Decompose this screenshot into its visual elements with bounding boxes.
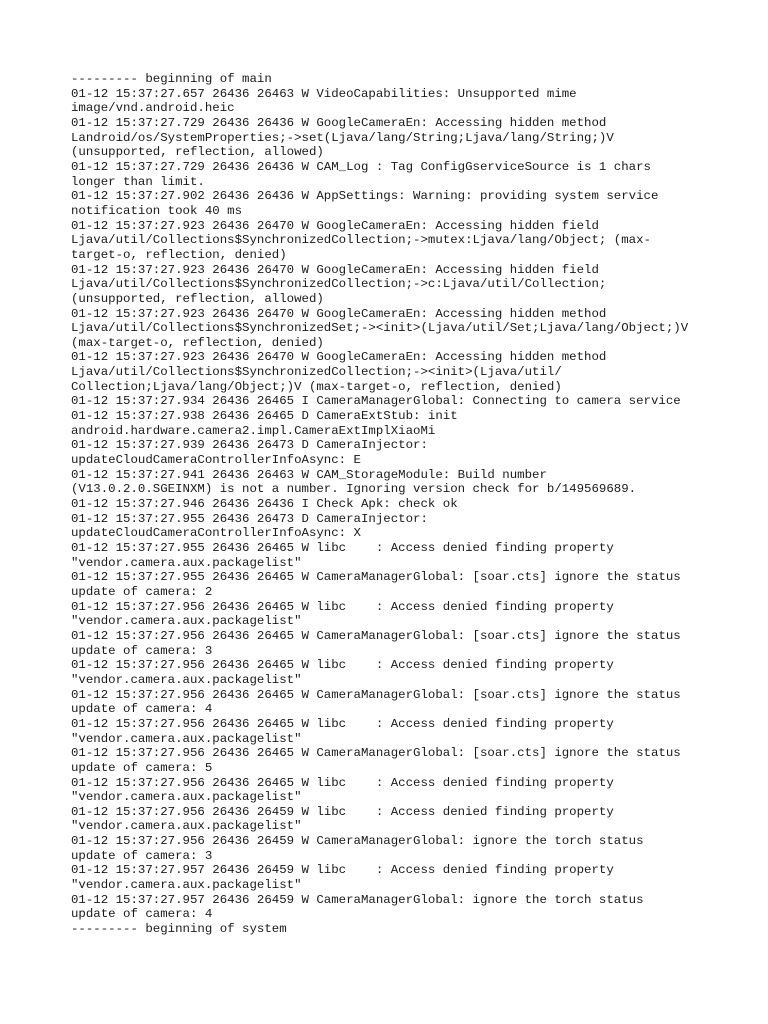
log-line: 01-12 15:37:27.729 26436 26436 W CAM_Log : Tag ConfigGserviceSource is 1 chars	[71, 159, 651, 174]
log-line: "vendor.camera.aux.packagelist"	[71, 555, 302, 570]
log-line: android.hardware.camera2.impl.CameraExtImplXiaoMi	[71, 423, 436, 438]
log-line: update of camera: 3	[71, 643, 213, 658]
log-line: 01-12 15:37:27.941 26436 26463 W CAM_StorageModule: Build number	[71, 467, 547, 482]
log-line: 01-12 15:37:27.939 26436 26473 D CameraInjector:	[71, 438, 428, 453]
log-line: --------- beginning of system	[71, 922, 287, 937]
log-line: image/vnd.android.heic	[71, 101, 235, 116]
log-line: 01-12 15:37:27.956 26436 26465 W CameraManagerGlobal: [soar.cts] ignore the status	[71, 628, 681, 643]
log-line: update of camera: 4	[71, 907, 213, 922]
log-line: update of camera: 2	[71, 584, 213, 599]
log-line: Ljava/util/Collections$SynchronizedCollection;-><init>(Ljava/util/	[71, 365, 562, 380]
log-line: longer than limit.	[71, 174, 205, 189]
log-line: "vendor.camera.aux.packagelist"	[71, 672, 302, 687]
log-line: 01-12 15:37:27.657 26436 26463 W VideoCapabilities: Unsupported mime	[71, 86, 577, 101]
log-line: notification took 40 ms	[71, 203, 243, 218]
log-line: 01-12 15:37:27.956 26436 26465 W libc : Access denied finding property	[71, 599, 614, 614]
log-line: target-o, reflection, denied)	[71, 247, 287, 262]
log-line: 01-12 15:37:27.923 26436 26470 W GoogleCameraEn: Accessing hidden method	[71, 306, 607, 321]
log-line: "vendor.camera.aux.packagelist"	[71, 790, 302, 805]
log-line: Ljava/util/Collections$SynchronizedSet;-><init>(Ljava/util/Set;Ljava/lang/Object;)V	[71, 321, 689, 336]
log-output	[71, 72, 711, 937]
log-line: 01-12 15:37:27.956 26436 26465 W CameraManagerGlobal: [soar.cts] ignore the status	[71, 746, 681, 761]
log-line: Collection;Ljava/lang/Object;)V (max-target-o, reflection, denied)	[71, 379, 562, 394]
log-line: 01-12 15:37:27.923 26436 26470 W GoogleCameraEn: Accessing hidden method	[71, 350, 607, 365]
log-line: 01-12 15:37:27.923 26436 26470 W GoogleCameraEn: Accessing hidden field	[71, 218, 599, 233]
log-line: 01-12 15:37:27.957 26436 26459 W libc : Access denied finding property	[71, 863, 614, 878]
log-line: --------- beginning of main	[71, 72, 272, 86]
log-line: 01-12 15:37:27.946 26436 26436 I Check Apk: check ok	[71, 497, 458, 512]
log-line: update of camera: 4	[71, 702, 213, 717]
log-line: "vendor.camera.aux.packagelist"	[71, 878, 302, 893]
log-line: 01-12 15:37:27.956 26436 26465 W libc : Access denied finding property	[71, 658, 614, 673]
log-line: 01-12 15:37:27.956 26436 26465 W libc : Access denied finding property	[71, 775, 614, 790]
log-line: 01-12 15:37:27.938 26436 26465 D CameraExtStub: init	[71, 409, 458, 424]
log-line: 01-12 15:37:27.956 26436 26465 W libc : Access denied finding property	[71, 716, 614, 731]
log-line: updateCloudCameraControllerInfoAsync: X	[71, 526, 361, 541]
log-line: (V13.0.2.0.SGEINXM) is not a number. Ignoring version check for b/149569689.	[71, 482, 637, 497]
log-line: 01-12 15:37:27.956 26436 26459 W CameraManagerGlobal: ignore the torch status	[71, 834, 644, 849]
log-line: 01-12 15:37:27.934 26436 26465 I CameraManagerGlobal: Connecting to camera service	[71, 394, 681, 409]
log-line: 01-12 15:37:27.956 26436 26465 W CameraManagerGlobal: [soar.cts] ignore the status	[71, 687, 681, 702]
log-line: Ljava/util/Collections$SynchronizedCollection;->c:Ljava/util/Collection;	[71, 277, 607, 292]
log-line: Ljava/util/Collections$SynchronizedCollection;->mutex:Ljava/lang/Object; (max-	[71, 233, 651, 248]
log-line: 01-12 15:37:27.923 26436 26470 W GoogleCameraEn: Accessing hidden field	[71, 262, 599, 277]
log-line: updateCloudCameraControllerInfoAsync: E	[71, 453, 361, 468]
log-line: 01-12 15:37:27.956 26436 26459 W libc : Access denied finding property	[71, 804, 614, 819]
log-line: Landroid/os/SystemProperties;->set(Ljava/lang/String;Ljava/lang/String;)V	[71, 130, 614, 145]
log-line: 01-12 15:37:27.955 26436 26465 W libc : Access denied finding property	[71, 541, 614, 555]
log-line: 01-12 15:37:27.729 26436 26436 W GoogleCameraEn: Accessing hidden method	[71, 115, 607, 130]
log-line: "vendor.camera.aux.packagelist"	[71, 819, 302, 834]
log-line: 01-12 15:37:27.957 26436 26459 W CameraManagerGlobal: ignore the torch status	[71, 892, 644, 907]
log-line: 01-12 15:37:27.955 26436 26465 W CameraManagerGlobal: [soar.cts] ignore the status	[71, 570, 681, 585]
log-line: update of camera: 3	[71, 848, 213, 863]
log-line: (unsupported, reflection, allowed)	[71, 145, 324, 160]
log-line: 01-12 15:37:27.902 26436 26436 W AppSettings: Warning: providing system service	[71, 189, 659, 204]
log-line: "vendor.camera.aux.packagelist"	[71, 614, 302, 629]
log-line: (unsupported, reflection, allowed)	[71, 291, 324, 306]
log-line: update of camera: 5	[71, 760, 213, 775]
log-line: (max-target-o, reflection, denied)	[71, 335, 324, 350]
log-line: "vendor.camera.aux.packagelist"	[71, 731, 302, 746]
log-line: 01-12 15:37:27.955 26436 26473 D CameraInjector:	[71, 511, 428, 526]
